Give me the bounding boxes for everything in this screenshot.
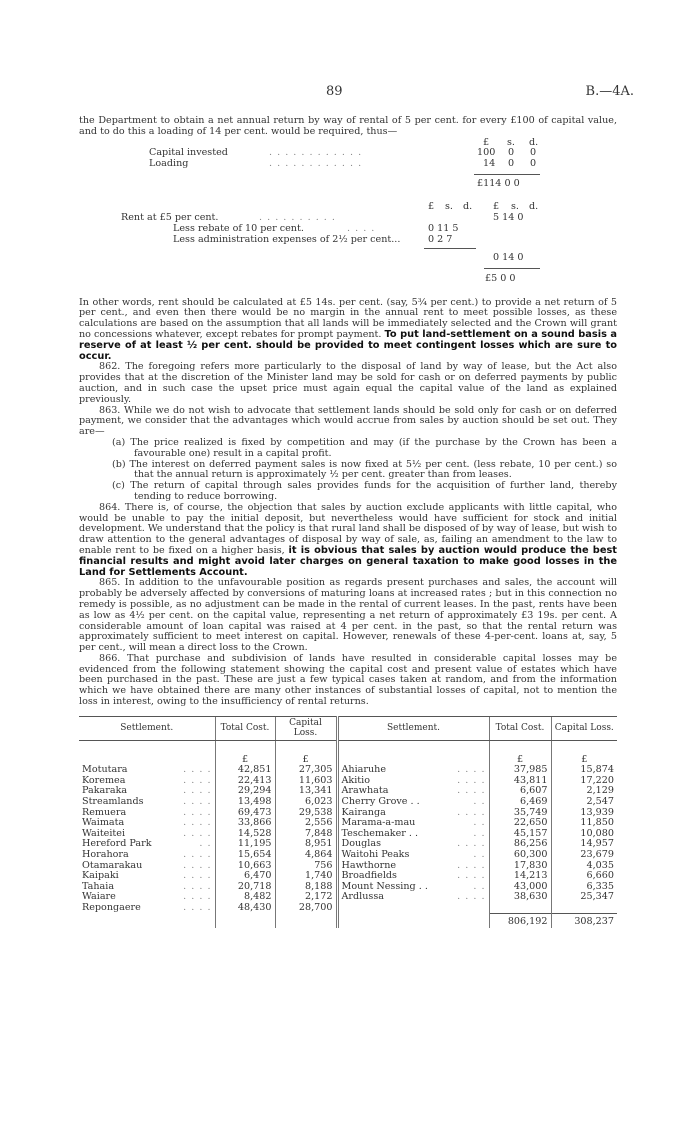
settlement-label: Ahiaruhe	[341, 764, 387, 776]
calc2-head: d.	[463, 200, 473, 212]
paragraph-865: 865. In addition to the unfavourable position as regards present purchases and sales, the account will probably be adversely affected by conversions of maturing loans at increased rates ; but in this connection no remedy is possible, as no adjustment can be made in the rental of current leases. In the past, rents have been as low as 4½ per cent. on the capital value, representing a net return of approximately £3 19s. per cent. A considerable amount of loan capital was raised at 4 per cent. in the past, so that the rental return was approximately sufficient to meet interest on capital. However, renewals of these 4-per-cent. loans at, say, 5 per cent., will mean a direct loss to the Crown.	[79, 577, 617, 654]
capital-loss: 6,660	[551, 871, 617, 882]
rent-label: Rent at £5 per cent.	[121, 211, 219, 223]
settlement-label: Pakaraka	[82, 785, 128, 797]
total-cost: 69,473	[215, 808, 275, 819]
settlement-name	[79, 903, 215, 914]
leader-dots: . .	[473, 817, 486, 829]
settlement-label: Kairanga	[341, 806, 386, 818]
leader-dots: . . . .	[457, 891, 486, 903]
calc2-head: £	[428, 200, 435, 212]
leader-dots: . .	[199, 838, 212, 850]
currency-symbol: £	[489, 755, 551, 766]
settlement-label: Douglas	[341, 838, 381, 850]
grand-total-loss: 308,237	[551, 913, 617, 927]
settlement-label: Waitohi Peaks	[341, 848, 410, 860]
total-cost: 6,469	[489, 797, 551, 808]
capital-loss: 23,679	[551, 850, 617, 861]
leader-dots: . . . .	[183, 901, 212, 913]
leader-dots: . . . .	[183, 817, 212, 829]
calc1-value-shillings: 0	[508, 158, 515, 170]
list-item-c: (c) The return of capital through sales provides funds for the acquisition of further land, thereby tending to reduce borrowing.	[112, 480, 617, 502]
leader-dots: . . . .	[183, 891, 212, 903]
rebate-dots: . . . .	[347, 222, 376, 234]
rebate-value: 0 11 5	[428, 222, 459, 234]
total-cost: 15,654	[215, 850, 275, 861]
grand-total-cost: 806,192	[489, 913, 551, 927]
capital-loss: 29,538	[275, 808, 337, 819]
paragraph-862: 862. The foregoing refers more particularly to the disposal of land by way of lease, but the Act also provides that at the discretion of the Minister land may be sold for cash or on deferred payments by public auction, and in such case the upset price must again equal the capital value of the land as explained previously.	[79, 361, 617, 405]
total-cost: 48,430	[215, 903, 275, 914]
bold-emphasis: To put land-settlement on a sound basis a reserve of at least ½ per cent. should be provided to meet contingent losses which are sure to occur.	[79, 328, 617, 362]
settlement-label: Waiteitei	[82, 827, 126, 839]
capital-loss: 1,740	[275, 871, 337, 882]
table-row	[79, 903, 617, 914]
settlement-label: Marama-a-mau	[341, 817, 416, 829]
column-header: Capital Loss.	[551, 716, 617, 740]
column-header: Total Cost.	[489, 716, 551, 740]
paragraph-text: In other words, rent should be calculated at £5 14s. per cent. (say, 5¾ per cent.) to provide a net return of 5 per cent., and even then there would be no margin in the annual rent to meet possible losses, as these calculations are based on the assumption that all lands will be immediately selected and the Crown will grant no concessions whatever, except rebates for prompt payment.	[79, 296, 617, 340]
calc2-head: £	[493, 200, 500, 212]
leader-dots: . . . .	[183, 795, 212, 807]
calc2-total: £5 0 0	[485, 272, 516, 284]
calc1-rule	[474, 174, 540, 175]
total-cost: 45,157	[489, 829, 551, 840]
settlement-label: Hawthorne	[341, 859, 397, 871]
leader-dots: . . . .	[183, 827, 212, 839]
total-cost: 6,470	[215, 871, 275, 882]
column-header: Settlement.	[79, 716, 215, 740]
leader-dots: . . . .	[457, 806, 486, 818]
leader-dots: . . . .	[183, 880, 212, 892]
total-cost: 17,830	[489, 861, 551, 872]
settlement-label: Arawhata	[341, 785, 389, 797]
paragraph-864	[79, 503, 617, 579]
table-header-row	[79, 716, 617, 740]
intro-paragraph: the Department to obtain a net annual return by way of rental of 5 per cent. for every £100 of capital value, and to do this a loading of 14 per cent. would be required, thus—	[79, 115, 617, 137]
admin-label: Less administration expenses of 2½ per cent...	[173, 233, 401, 245]
total-cost: 60,300	[489, 850, 551, 861]
calc2-head: s.	[511, 200, 519, 212]
total-cost: 29,294	[215, 786, 275, 797]
calc2-subtotal: 0 14 0	[493, 251, 524, 263]
total-cost: 43,811	[489, 776, 551, 787]
capital-loss: 2,547	[551, 797, 617, 808]
leader-dots: . .	[473, 795, 486, 807]
capital-loss: 8,951	[275, 839, 337, 850]
page-body	[79, 116, 617, 928]
paragraph-text: 864. There is, of course, the objection that sales by auction exclude applicants with little capital, who would be unable to pay the initial deposit, but nevertheless would have sufficient for stock and initial development. We understand that the policy is that rural land shall be disposed of by way of lease, but wish to draw attention to the general advantages of disposal by way of sale, as, failing an amendment to the law to enable rent to be fixed on a higher basis,	[79, 501, 617, 556]
capital-loss: 11,603	[275, 776, 337, 787]
paragraph-return	[79, 298, 617, 363]
table-row	[79, 892, 617, 903]
settlement-name	[337, 892, 489, 903]
total-cost: 42,851	[215, 765, 275, 776]
rebate-label: Less rebate of 10 per cent.	[173, 222, 304, 234]
settlement-label: Teschemaker . .	[341, 827, 419, 839]
total-cost	[489, 903, 551, 914]
capital-loss: 4,864	[275, 850, 337, 861]
calc1-value-pence: 0	[530, 147, 537, 159]
calc1-head-pence: d.	[529, 136, 539, 148]
page-number: 89	[326, 84, 343, 99]
leader-dots: . .	[473, 880, 486, 892]
rent-dots: . . . . . . . . . .	[259, 211, 336, 223]
calc2-head: s.	[445, 200, 453, 212]
settlement-label: Repongaere	[82, 901, 141, 913]
calc1-value-pounds: 100	[477, 147, 496, 159]
total-cost: 86,256	[489, 839, 551, 850]
calc1-label: Capital invested	[149, 147, 228, 159]
capital-loss: 2,172	[275, 892, 337, 903]
capital-loss: 2,129	[551, 786, 617, 797]
currency-symbol: £	[551, 755, 617, 766]
leader-dots: . . . .	[457, 838, 486, 850]
table-body	[79, 741, 617, 928]
admin-value: 0 2 7	[428, 233, 453, 245]
settlement-label: Motutara	[82, 764, 128, 776]
total-cost: 14,528	[215, 829, 275, 840]
column-header: Total Cost.	[215, 716, 275, 740]
total-cost: 11,195	[215, 839, 275, 850]
capital-loss: 28,700	[275, 903, 337, 914]
capital-loss: 11,850	[551, 818, 617, 829]
settlement-label: Streamlands	[82, 795, 144, 807]
leader-dots: . . . .	[183, 785, 212, 797]
total-cost: 13,498	[215, 797, 275, 808]
calc2-head: d.	[529, 200, 539, 212]
total-cost: 20,718	[215, 882, 275, 893]
calc1-head-shillings: s.	[507, 136, 515, 148]
capital-loss: 13,939	[551, 808, 617, 819]
loading-calculation	[79, 138, 617, 202]
leader-dots: . . . .	[457, 859, 486, 871]
settlement-label: Mount Nessing . .	[341, 880, 428, 892]
calc1-row	[79, 159, 617, 170]
total-cost: 14,213	[489, 871, 551, 882]
calc1-value-pence: 0	[530, 158, 537, 170]
leader-dots: . .	[473, 827, 486, 839]
leader-dots: . . . .	[457, 870, 486, 882]
settlement-label: Otamarakau	[82, 859, 143, 871]
capital-loss: 25,347	[551, 892, 617, 903]
settlement-label: Cherry Grove . .	[341, 795, 420, 807]
settlement-label: Horahora	[82, 848, 129, 860]
calc1-value-shillings: 0	[508, 147, 515, 159]
capital-loss: 4,035	[551, 861, 617, 872]
list-item-b: (b) The interest on deferred payment sales is now fixed at 5½ per cent. (less rebate, 10 per cent.) so that the annual return is approximately ½ per cent. greater than from leases.	[112, 458, 617, 481]
settlement-label: Waiare	[82, 891, 116, 903]
settlement-name	[337, 903, 489, 914]
calc1-value-pounds: 14	[483, 158, 496, 170]
leader-dots: . . . .	[183, 870, 212, 882]
total-cost: 38,630	[489, 892, 551, 903]
capital-loss: 14,957	[551, 839, 617, 850]
column-header: Capital Loss.	[275, 716, 337, 740]
capital-loss: 8,188	[275, 882, 337, 893]
capital-loss: 6,023	[275, 797, 337, 808]
paragraph-863: 863. While we do not wish to advocate that settlement lands should be sold only for cash or on deferred payment, we consider that the advantages which would accrue from sales by auction should be set out. They are—	[79, 404, 617, 438]
list-item-a: (a) The price realized is fixed by competition and may (if the purchase by the Crown has been a favourable one) result in a capital profit.	[112, 436, 617, 459]
settlement-label: Hereford Park	[82, 838, 152, 850]
document-code: B.—4A.	[585, 84, 634, 99]
settlement-label: Ardlussa	[341, 891, 384, 903]
capital-loss: 10,080	[551, 829, 617, 840]
capital-loss: 6,335	[551, 882, 617, 893]
calc1-dots: . . . . . . . . . . . .	[269, 158, 363, 170]
leader-dots: . . . .	[183, 774, 212, 786]
total-cost: 43,000	[489, 882, 551, 893]
column-header: Settlement.	[337, 716, 489, 740]
calc1-head-pounds: £	[483, 136, 490, 148]
totals-row	[79, 913, 617, 927]
capital-loss: 27,305	[275, 765, 337, 776]
calc1-total: £114 0 0	[477, 177, 520, 189]
capital-loss: 7,848	[275, 829, 337, 840]
rent-calculation	[79, 202, 617, 298]
leader-dots: . .	[473, 848, 486, 860]
total-cost: 22,413	[215, 776, 275, 787]
settlement-label: Broadfields	[341, 870, 397, 882]
calc2-rule	[484, 268, 540, 269]
capital-loss: 2,556	[275, 818, 337, 829]
total-cost: 6,607	[489, 786, 551, 797]
capital-loss: 17,220	[551, 776, 617, 787]
capital-loss: 756	[275, 861, 337, 872]
calc1-label: Loading	[149, 158, 189, 170]
total-cost: 35,749	[489, 808, 551, 819]
settlement-losses-table	[79, 716, 617, 928]
leader-dots: . . . .	[457, 774, 486, 786]
settlement-label: Koremea	[82, 774, 126, 786]
total-cost: 22,650	[489, 818, 551, 829]
leader-dots: . . . .	[183, 764, 212, 776]
total-cost: 37,985	[489, 765, 551, 776]
paragraph-866: 866. That purchase and subdivision of lands have resulted in considerable capital losses may be evidenced from the following statement showing the capital cost and present value of estates which have been purchased in the past. These are just a few typical cases taken at random, and from the information which we have obtained there are many other instances of substantial losses of capital, not to mention the loss in interest, owing to the insufficiency of rental returns.	[79, 652, 617, 708]
capital-loss: 15,874	[551, 765, 617, 776]
total-cost: 10,663	[215, 861, 275, 872]
total-cost: 8,482	[215, 892, 275, 903]
currency-symbol: £	[275, 755, 337, 766]
settlement-label: Kaipaki	[82, 870, 119, 882]
leader-dots: . . . .	[183, 848, 212, 860]
rent-value: 5 14 0	[493, 211, 524, 223]
settlement-label: Tahaia	[82, 880, 115, 892]
bold-emphasis: it is obvious that sales by auction would produce the best financial results and might avoid later charges on general taxation to make good losses in the Land for Settlements Account.	[79, 544, 617, 578]
leader-dots: . . . .	[183, 859, 212, 871]
leader-dots: . . . .	[183, 806, 212, 818]
settlement-label: Waimata	[82, 817, 125, 829]
settlement-label: Remuera	[82, 806, 127, 818]
capital-loss: 13,341	[275, 786, 337, 797]
total-cost: 33,866	[215, 818, 275, 829]
calc1-dots: . . . . . . . . . . . .	[269, 147, 363, 159]
leader-dots: . . . .	[457, 785, 486, 797]
leader-dots: . . . .	[457, 764, 486, 776]
settlement-label: Akitio	[341, 774, 371, 786]
currency-symbol: £	[215, 755, 275, 766]
capital-loss	[551, 903, 617, 914]
calc2-rule	[424, 248, 476, 249]
